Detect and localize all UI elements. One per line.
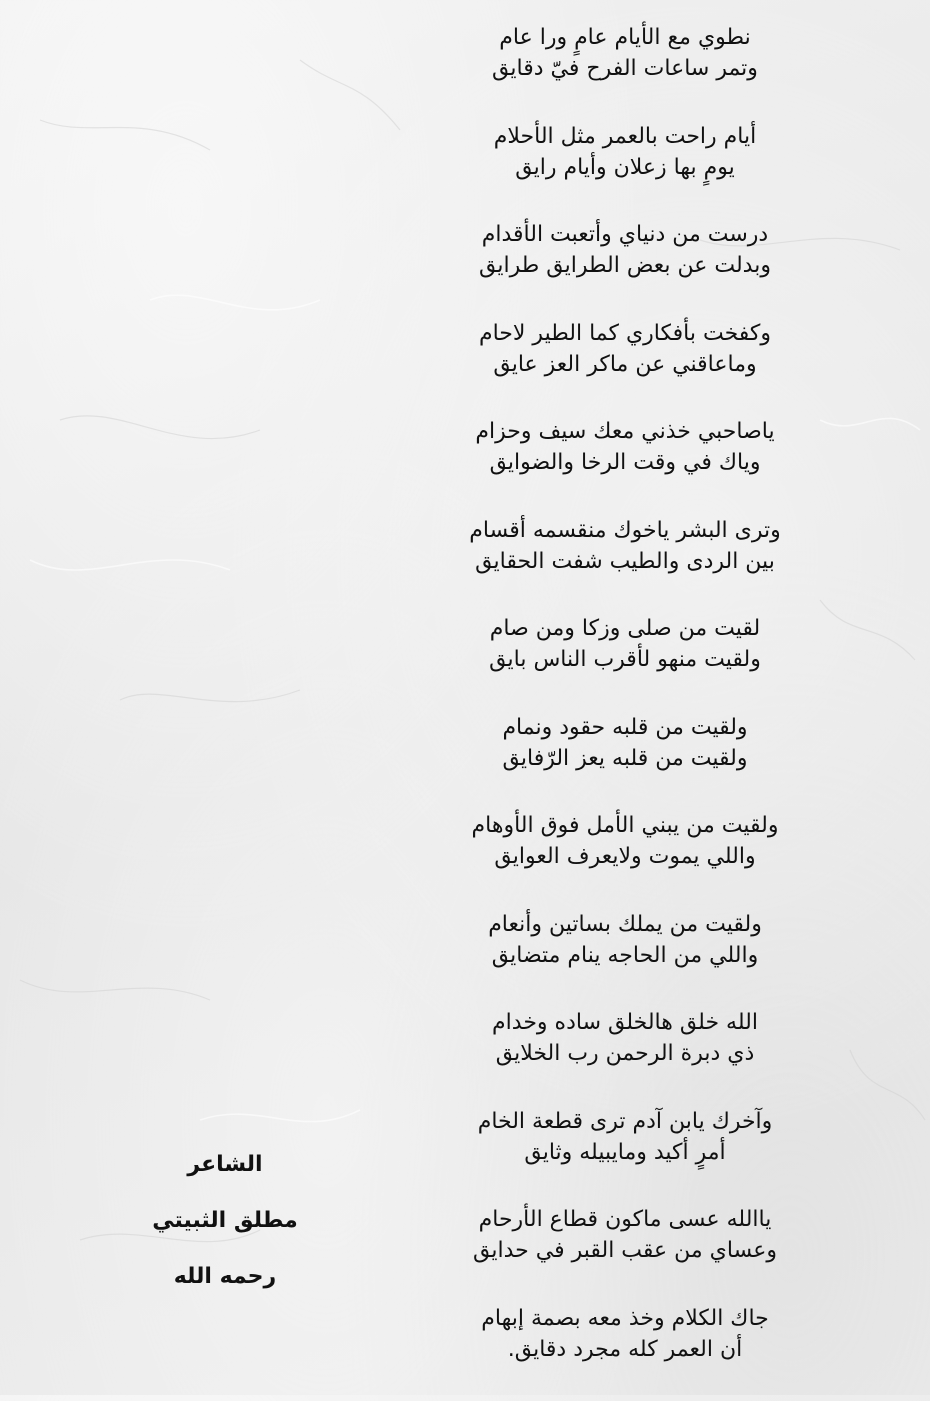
verse-line: الله خلق هالخلق ساده وخدام	[420, 1007, 830, 1038]
verse-line: يومٍ بها زعلان وأيام رايق	[420, 152, 830, 183]
stanza	[420, 1007, 830, 1106]
stanza	[420, 1303, 830, 1401]
stanza	[420, 318, 830, 417]
verse-line: أمرٍ أكيد ومايبيله وثايق	[420, 1137, 830, 1168]
poet-name: مطلق الثبيتي	[150, 1206, 300, 1262]
verse-line: واللي من الحاجه ينام متضايق	[420, 940, 830, 971]
stanza	[420, 121, 830, 220]
verse-line: ولقيت من يملك بساتين وأنعام	[420, 909, 830, 940]
stanza	[420, 219, 830, 318]
verse-line: واللي يموت ولايعرف العوايق	[420, 841, 830, 872]
stanza	[420, 909, 830, 1008]
stanza	[420, 22, 830, 121]
poet-prayer: رحمه الله	[150, 1262, 300, 1318]
stanza	[420, 1204, 830, 1303]
stanza	[420, 712, 830, 811]
verse-line: ولقيت من قلبه حقود ونمام	[420, 712, 830, 743]
verse-line: جاك الكلام وخذ معه بصمة إبهام	[420, 1303, 830, 1334]
verse-line: وعساي من عقب القبر في حدايق	[420, 1235, 830, 1266]
verse-line: أن العمر كله مجرد دقايق.	[420, 1334, 830, 1365]
verse-line: درست من دنياي وأتعبت الأقدام	[420, 219, 830, 250]
verse-line: وبدلت عن بعض الطرايق طرايق	[420, 250, 830, 281]
verse-line: ولقيت من قلبه يعز الرّفايق	[420, 743, 830, 774]
poet-credits	[150, 1150, 300, 1318]
verse-line: ياالله عسى ماكون قطاع الأرحام	[420, 1204, 830, 1235]
verse-line: وياك في وقت الرخا والضوايق	[420, 447, 830, 478]
stanza	[420, 515, 830, 614]
verse-line: ولقيت منهو لأقرب الناس بايق	[420, 644, 830, 675]
verse-line: نطوي مع الأيام عامٍ ورا عام	[420, 22, 830, 53]
stanza	[420, 613, 830, 712]
poem	[420, 22, 830, 1401]
verse-line: ذي دبرة الرحمن رب الخلايق	[420, 1038, 830, 1069]
verse-line: وتمر ساعات الفرح فيّ دقايق	[420, 53, 830, 84]
verse-line: وماعاقني عن ماكر العز عايق	[420, 349, 830, 380]
verse-line: وآخرك يابن آدم ترى قطعة الخام	[420, 1106, 830, 1137]
verse-line: ياصاحبي خذني معك سيف وحزام	[420, 416, 830, 447]
stanza	[420, 810, 830, 909]
stanza	[420, 416, 830, 515]
verse-line: بين الردى والطيب شفت الحقايق	[420, 546, 830, 577]
verse-line: ولقيت من يبني الأمل فوق الأوهام	[420, 810, 830, 841]
stanza	[420, 1106, 830, 1205]
verse-line: وترى البشر ياخوك منقسمه أقسام	[420, 515, 830, 546]
verse-line: لقيت من صلى وزكا ومن صام	[420, 613, 830, 644]
verse-line: وكفخت بأفكاري كما الطير لاحام	[420, 318, 830, 349]
verse-line: أيام راحت بالعمر مثل الأحلام	[420, 121, 830, 152]
poet-label: الشاعر	[150, 1150, 300, 1206]
